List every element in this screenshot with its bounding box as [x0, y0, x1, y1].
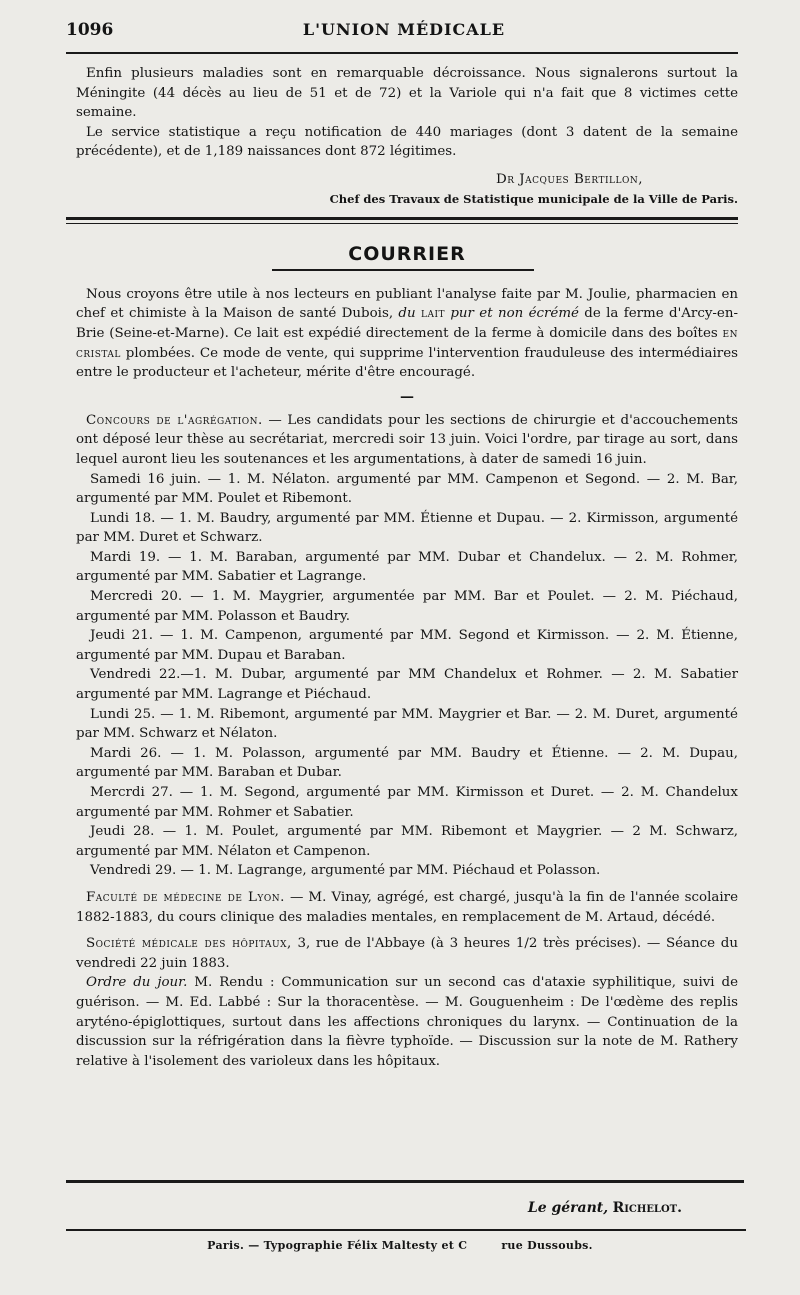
article-body: [76, 64, 738, 1071]
separator-dash: —: [400, 388, 414, 405]
societe-paragraph: Société médicale des hôpitaux, 3, rue de l'Abbaye (à 3 heures 1/2 très précises). — Séance du vendredi 22 juin 1883.: [76, 936, 738, 971]
title-underline: [272, 269, 534, 271]
list-item: Vendredi 22.—1. M. Dubar, argumenté par MM Chandelux et Rohmer. — 2. M. Sabatier argumenté par MM. Lagrange et Piéchaud.: [76, 667, 738, 703]
list-item: Lundi 18. — 1. M. Baudry, argumenté par MM. Étienne et Dupau. — 2. Kirmisson, argumenté par MM. Duret et Schwarz.: [76, 510, 738, 546]
journal-title: L'UNION MÉDICALE: [302, 20, 506, 39]
list-item: Samedi 16 juin. — 1. M. Nélaton. argumenté par MM. Campenon et Segond. — 2. M. Bar, argumenté par MM. Poulet et Ribemont.: [76, 471, 738, 507]
list-item: Mercrdi 27. — 1. M. Segond, argumenté par MM. Kirmisson et Duret. — 2. M. Chandelux argumenté par MM. Rohmer et Sabatier.: [76, 785, 738, 820]
signature-title: Chef des Travaux de Statistique municipale de la Ville de Paris.: [329, 191, 738, 206]
printer-line: Paris. — Typographie Félix Maltesty et C rue Dussoubs.: [207, 1239, 593, 1252]
lait-paragraph: Nous croyons être utile à nos lecteurs en publiant l'analyse faite par M. Joulie, pharmacien en chef et chimiste à la Maison de santé Dubois, du lait pur et non écrémé de la ferme d'Arcy-en-Brie (Seine-et-Marne). Ce lait est expédié directement de la ferme à domicile dans des boîtes en cristal plombées. Ce mode de vente, qui supprime l'intervention frauduleuse des intermédiaires entre le producteur et l'acheteur, mérite d'être encouragé.: [76, 286, 738, 381]
marriages-paragraph: Le service statistique a reçu notification de 440 mariages (dont 3 datent de la semaine précédente), et de 1,189 naissances dont 872 légitimes.: [76, 124, 738, 160]
list-item: Mardi 19. — 1. M. Baraban, argumenté par MM. Dubar et Chandelux. — 2. M. Rohmer, argumenté par MM. Sabatier et Lagrange.: [76, 549, 738, 585]
signature-name: Dr Jacques Bertillon,: [495, 171, 643, 187]
list-item: Mercredi 20. — 1. M. Maygrier, argumentée par MM. Bar et Poulet. — 2. M. Piéchaud, argumenté par MM. Polasson et Baudry.: [76, 589, 738, 624]
mortality-paragraph: Enfin plusieurs maladies sont en remarquable décroissance. Nous signalerons surtout la Méningite (44 décès au lieu de 51 et de 72) et la Variole qui n'a fait que 8 victimes cette semaine.: [76, 66, 738, 121]
list-item: Vendredi 29. — 1. M. Lagrange, argumenté par MM. Piéchaud et Polasson.: [90, 863, 601, 879]
footer-rule-top: [66, 1180, 744, 1183]
list-item: Lundi 25. — 1. M. Ribemont, argumenté par MM. Maygrier et Bar. — 2. M. Duret, argumenté par MM. Schwarz et Nélaton.: [76, 706, 738, 742]
gerant-line: Le gérant, Richelot.: [527, 1200, 682, 1216]
divider-rule-bottom: [66, 223, 738, 224]
courrier-title: COURRIER: [348, 243, 466, 266]
faculte-paragraph: Faculté de médecine de Lyon. — M. Vinay, agrégé, est chargé, jusqu'à la fin de l'année scolaire 1882-1883, du cours clinique des maladies mentales, en remplacement de M. Artaud, décédé.: [76, 889, 738, 925]
title-underline-wrap: [76, 265, 738, 285]
list-item: Mardi 26. — 1. M. Polasson, argumenté par MM. Baudry et Étienne. — 2. M. Dupau, argumenté par MM. Baraban et Dubar.: [76, 745, 738, 781]
soutenance-list: [76, 470, 738, 881]
section-divider: [76, 209, 738, 245]
divider-rule-top: [66, 217, 738, 220]
ordre-du-jour-paragraph: Ordre du jour. M. Rendu : Communication sur un second cas d'ataxie syphilitique, suivi de guérison. — M. Ed. Labbé : Sur la thoracentèse. — M. Gouguenheim : De l'œdème des replis aryténo-épiglottiques, surtout dans les affections chroniques du larynx. — Continuation de la discussion sur la réfrigération dans la fièvre typhoïde. — Discussion sur la note de M. Rathery relative à l'isolement des varioleux dans les hôpitaux.: [76, 975, 738, 1069]
footer-rule-bottom: [66, 1229, 746, 1231]
list-item: Jeudi 21. — 1. M. Campenon, argumenté par MM. Segond et Kirmisson. — 2. M. Étienne, argumenté par MM. Dupau et Baraban.: [76, 628, 738, 663]
concours-paragraph: Concours de l'agrégation. — Les candidats pour les sections de chirurgie et d'accouchements ont déposé leur thèse au secrétariat, mercredi soir 13 juin. Voici l'ordre, par tirage au sort, dans lequel auront lieu les soutenances et les argumentations, à dater de samedi 16 juin.: [76, 412, 738, 467]
page-number: 1096: [66, 20, 114, 40]
page-header: [66, 20, 742, 46]
header-rule: [66, 52, 738, 54]
list-item: Jeudi 28. — 1. M. Poulet, argumenté par MM. Ribemont et Maygrier. — 2 M. Schwarz, argumenté par MM. Nélaton et Campenon.: [76, 824, 738, 859]
